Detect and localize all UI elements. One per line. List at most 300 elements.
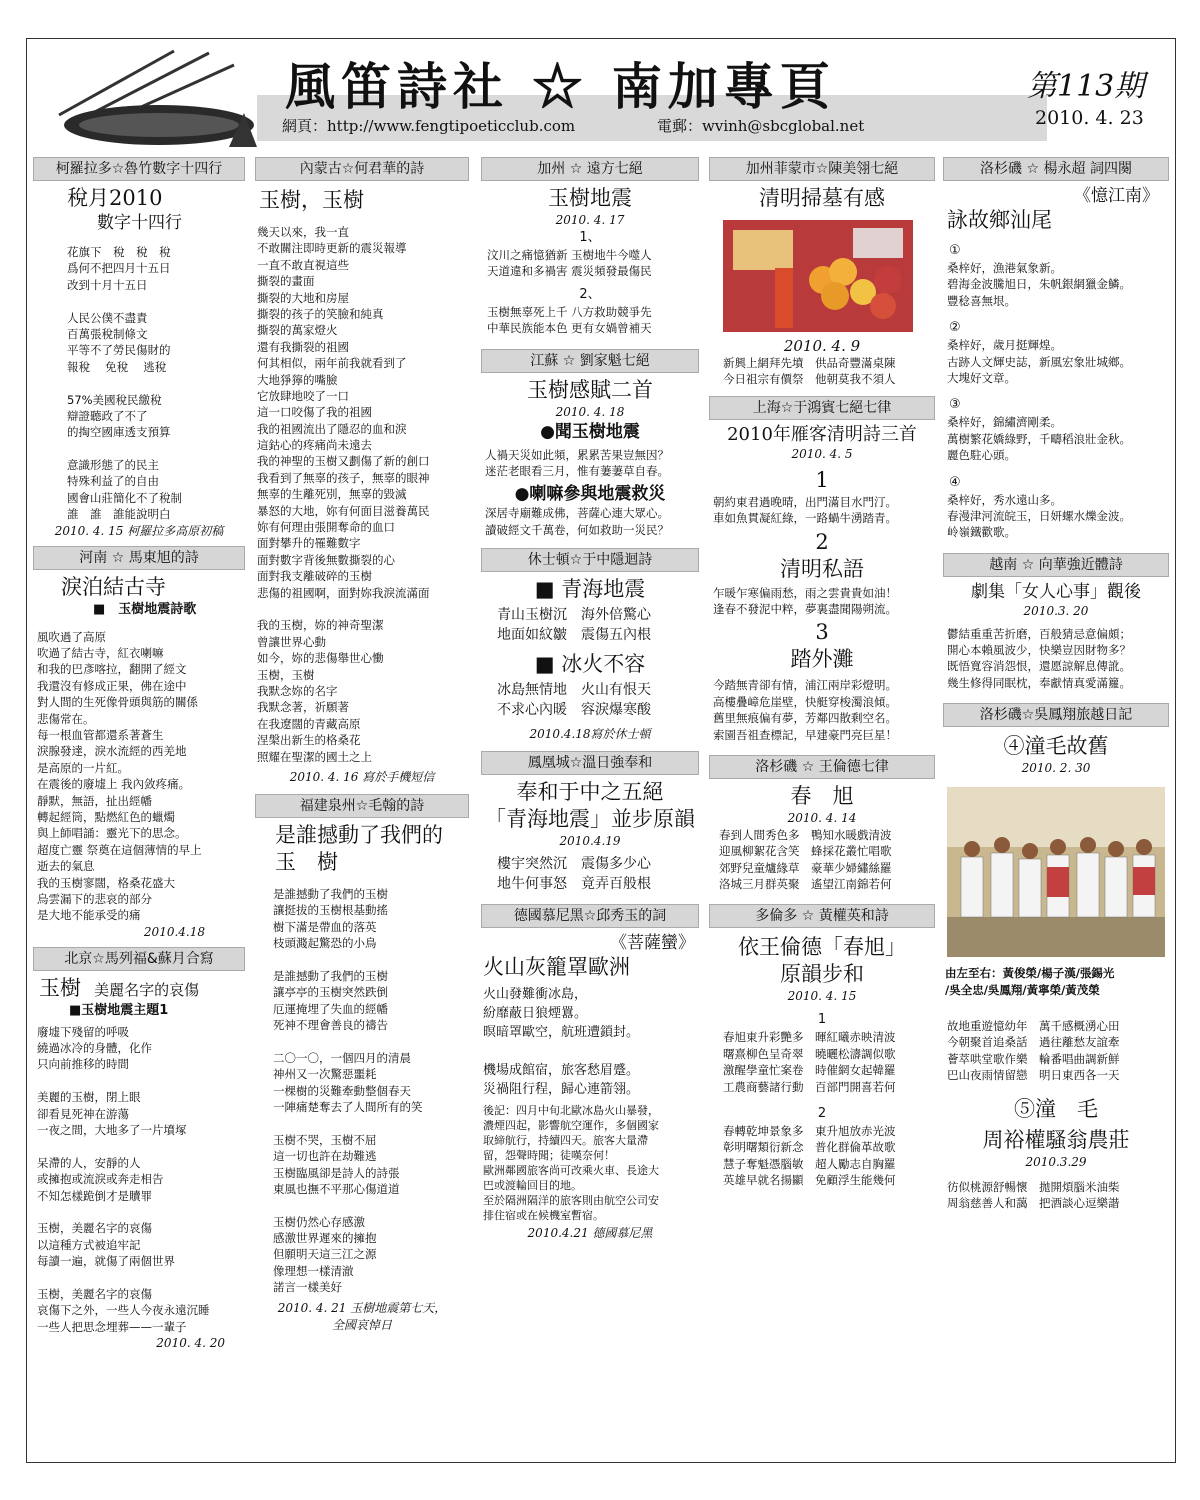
issue-date: 2010. 4. 23 [1035,107,1144,129]
text-line: 萬樹繁花嬌綠野，千疇稻浪壯金秋。 [947,431,1131,446]
text-line: 厄運掩埋了失血的經幡 [273,1001,388,1016]
column-4 [709,157,935,1189]
text-line: 巴或渡輪回目的地。 [483,1179,582,1193]
text-line [273,1115,469,1131]
poem-sign: 2010. 4. 21 玉樹地震第七天， [277,1300,447,1315]
text-line: 地牛何事怒 竟弄百般根 [497,876,651,893]
text-line: 這一切也許在劫難逃 [273,1149,377,1164]
poem-title: 玉樹地震 [548,186,632,210]
poem-heading: ■ 冰火不容 [534,652,646,677]
poem-heading: 踏外灘 [790,647,854,672]
text-line [37,1073,245,1089]
poem-body [481,605,699,645]
poem-tune: 《菩薩蠻》 [610,933,695,954]
text-line: 讓亭亭的玉樹突然跌倒 [273,985,388,1000]
text-line: 辯證聽政了不了 [67,408,148,423]
email-link[interactable]: 電郵：wvinh@sbcglobal.net [657,117,865,135]
section-bar: 上海☆于鴻賓七絕七律 [709,396,935,420]
poem-date: 2010. 4. 15 [787,989,857,1004]
text-line: 撕裂的畫面 [257,274,315,289]
poem-body [943,260,1169,309]
text-line: 車如魚貫凝紅綠，一路蝸牛湧踏青。 [713,511,897,526]
text-line: 無辜的生離死別，無辜的毀滅 [257,487,407,502]
poem-body [709,585,935,618]
text-line: 讓挺拔的玉樹根基動搖 [273,903,388,918]
text-line: 迷茫老眼看三月，惟有萋萋草自春。 [485,463,669,478]
poem-number: 3 [815,620,829,645]
poem-tune: 《憶江南》 [1074,186,1159,206]
section-bar: 多倫多 ☆ 黃權英和詩 [709,904,935,928]
text-line: 57%美國稅民繳稅 [67,392,162,407]
poem-date: 2010.4.19 [559,834,621,849]
text-line: 像理想一樣清澈 [273,1263,354,1278]
group-people-icon [947,787,1165,957]
text-line: 桑梓好，錦繡濟剛柔。 [947,415,1062,430]
poem-date: 2010. 4. 18 [555,404,625,419]
section-bar: 鳳凰城☆溫日強奉和 [481,751,699,775]
text-line: 百萬張稅制條文 [67,326,148,341]
poem-title: ⑤潼 毛 [1014,1096,1098,1121]
section-bar: 加州 ☆ 遠方七絕 [481,157,699,181]
text-line: 悲傷的祖國啊，面對妳我淚流滿面 [257,585,430,600]
section-bar: 河南 ☆ 馬東旭的詩 [33,546,245,570]
poem-body [481,247,699,280]
text-line: 青山玉樹沉 海外倍驚心 [497,607,651,624]
text-line: 不敢關注即時更新的震災報導 [257,241,407,256]
fruit-offerings-icon [723,220,913,332]
poem-body [943,492,1169,541]
text-line: 撕裂的萬家燈火 [257,323,338,338]
text-line: 大塊好文章。 [947,370,1016,385]
poem-body [33,629,245,924]
group-photo [947,787,1165,957]
text-line: 撕裂的孩子的笑臉和純真 [257,306,384,321]
text-line: 春轉乾坤景象多 東升旭放赤光波 [723,1124,896,1139]
text-line [273,1033,469,1049]
poem-heading: ■ 青海地震 [534,577,646,602]
poem-title-row [33,975,245,1002]
text-line: 春旭東升彩艷多 暉紅曦赤映清波 [723,1030,896,1045]
poem-sign: 2010. 4. 15 柯羅拉多高原初稿 [54,523,224,538]
text-line: 迎風柳絮花含笑 蜂採花叢忙唱歌 [719,844,892,859]
text-line: 紛靡蔽日狼煙囂。 [483,1006,588,1022]
text-line: 地面如紋皺 震傷五內根 [497,627,651,644]
text-line: 古跡人文輝史誌，新風宏象壯城鄉。 [947,354,1131,369]
column-3 [481,157,699,1242]
section-bar: 江蘇 ☆ 劉家魁七絕 [481,349,699,373]
poem-number: ③ [949,397,961,413]
poem-title: ④潼毛故舊 [1003,734,1109,759]
text-line: 玉樹，玉樹 [257,667,315,682]
text-line: 我默念妳的名字 [257,683,338,698]
text-line: 照耀在聖潔的國土之上 [257,749,372,764]
text-line: 乍暖乍寒偏雨愁，雨之雲貴貴如油！ [713,585,897,600]
poem-body [481,680,699,720]
text-line: 舊里無痕偏有夢，芳鄰四散剩空名。 [713,711,897,726]
poem-body [255,224,469,765]
text-line: 卻看見死神在游蕩 [37,1106,129,1121]
text-line: 玉樹臨風卻是詩人的詩張 [273,1165,400,1180]
poem-body [481,505,699,538]
text-line: 英雄早就名揚顯 免顧浮生能幾何 [723,1173,896,1188]
section-bar: 洛杉磯 ☆ 王倫德七律 [709,755,935,779]
poem-sign-2: 全國哀悼日 [331,1317,392,1332]
text-line: 我的玉樹，妳的神奇聖潔 [257,618,384,633]
poem-body [33,1024,245,1335]
poem-date: 2010.3.29 [1025,1154,1087,1169]
text-line: 我默念著，祈願著 [257,700,349,715]
poem-date: 2010. 2. 30 [1021,761,1091,776]
text-line: 神州又一次驚惡噩耗 [273,1067,377,1082]
text-line: 鬱結重重苦折磨，百般猜忌意偏頗； [947,626,1131,641]
text-line: 逝去的氣息 [37,859,95,874]
text-line: 人民公僕不盡責 [67,310,148,325]
poem-body [481,985,699,1099]
text-line: 深居寺廟難成佛，菩薩心連大眾心。 [485,506,669,521]
poem-body [709,355,935,388]
poem-subtitle: ■ 玉樹地震詩歌 [93,601,197,617]
website-link[interactable]: 網頁：http://www.fengtipoeticclub.com [282,117,576,135]
section-bar: 福建泉州☆毛翰的詩 [255,794,469,818]
text-line: 感激世界遲來的擁抱 [273,1231,377,1246]
text-line: 薈萃哄堂歌作樂 輪番唱曲調新鮮 [947,1051,1120,1066]
text-line: 冰島無情地 火山有恨天 [497,682,651,699]
text-line: 轉起經筒，點燃紅色的蠟燭 [37,809,175,824]
text-line: 洛城三月群英聚 遙望江南錦若何 [719,877,892,892]
text-line: 這一口咬傷了我的祖國 [257,405,372,420]
section-bar: 洛杉磯☆吳鳳翔旅越日記 [943,703,1169,727]
offerings-photo [723,220,913,332]
text-line: 既悟寬容消怨恨，還愿諒解息傳訛。 [947,659,1131,674]
masthead [27,39,1175,149]
text-line: 呆滯的人，安靜的人 [37,1155,141,1170]
text-line: 工農商藝諸行動 百部門開喜若何 [723,1079,896,1094]
poem-title: 奉和于中之五絕 [516,780,664,805]
masthead-title: 風笛詩社 ☆ 南加專頁 [285,57,836,116]
text-line: 每一根血管都還系著蒼生 [37,727,164,742]
text-line: 是大地不能承受的痛 [37,908,141,923]
text-line: 一夜之間，大地多了一片墳塚 [37,1123,187,1138]
text-line: 還有我撕裂的祖國 [257,339,349,354]
text-line: 暝暗罩歐空，航班遭鎖封。 [483,1025,640,1041]
poem-title-2: 周裕權騷翁農莊 [982,1127,1130,1152]
poem-sign: 2010. 4. 16 寫於手機短信 [289,769,435,784]
text-line: 讀破經文千萬卷，何如救助一災民？ [485,522,669,537]
text-line: 這鈷心的疼痛尚未遠去 [257,438,372,453]
poem-body [943,1018,1169,1084]
poem-body [943,414,1169,463]
text-line [273,1197,469,1213]
text-line: 一陣痛楚奪去了人間所有的笑 [273,1099,423,1114]
text-line: 樹下滿是帶血的落英 [273,919,377,934]
text-line: 的掏空國庫透支預算 [67,425,171,440]
text-line: 風吹過了高原 [37,629,106,644]
text-line: 一些人把思念埋葬——一輩子 [37,1319,187,1334]
poem-heading: ●喇嘛參與地震救災 [514,484,666,505]
text-line: 撕裂的大地和房屋 [257,290,349,305]
poem-number: 1、 [579,230,601,245]
text-line: 歐洲鄰國旅客尚可改乘火車、長途大 [483,1164,659,1178]
text-line: 一棵樹的災難牽動整個春天 [273,1083,411,1098]
text-line [67,293,245,309]
text-line: 由左至右：黃俊榮/楊子漢/張錫光 [945,966,1115,981]
text-line: 曾讓世界心動 [257,634,326,649]
poem-body [481,304,699,337]
text-line: 改到十月十五日 [67,277,148,292]
text-line: 花旗下 稅 稅 稅 [67,245,171,259]
text-line: 新興上網拜先墳 供品奇豐滿桌陳 [723,356,896,370]
poem-body [709,827,935,893]
poem-body [33,244,245,523]
text-line: 烏雲漏下的悲哀的部分 [37,891,152,906]
issue-number: 第113期 [1027,69,1145,104]
poem-body [709,1123,935,1189]
text-line: 我的玉樹寥闊，格桑花盛大 [37,875,175,890]
text-line: 國會山莊簡化不了稅制 [67,490,182,505]
text-line: 取締航行，持續四天。旅客大量滯 [483,1134,648,1148]
poem-date: 2010. 4. 14 [787,810,857,825]
text-line: 春到人間秀色多 鴨知水暖戲清波 [719,827,892,842]
text-line: 彷似桃源舒暢懷 拋開煩腦米油柴 [947,1179,1120,1194]
poem-title-rest: 美麗名字的哀傷 [94,980,200,999]
text-line: 報稅 免稅 逃稅 [67,359,167,374]
text-line: 留，怨聲時聞；徒嘆奈何！ [483,1149,615,1163]
poem-title: 春 旭 [790,783,854,808]
section-bar: 德國慕尼黑☆邱秀玉的詞 [481,904,699,928]
text-line: 是誰撼動了我們的玉樹 [273,886,388,901]
text-line: 開心本賴風波少，快樂豈因財物多？ [947,643,1131,658]
text-line: 至於隔洲隔洋的旅客則由航空公司安 [483,1194,659,1208]
text-line: 天道違和多禍害 震災頻發最傷民 [487,264,652,279]
text-line [37,1138,245,1154]
poem-date: 2010. 4. 9 [783,337,861,355]
text-line: 枝頭濺起驚恐的小鳥 [273,936,377,951]
poem-note [481,1103,699,1223]
column-2 [255,157,469,1334]
poem-date: 2010.3. 20 [1023,603,1089,618]
text-line: 玉樹無辜死上千 八方救助競爭先 [487,304,652,319]
text-line: 不知怎樣跪倒才是贖罪 [37,1188,152,1203]
text-line: 我的祖國流出了隱忍的血和淚 [257,421,407,436]
text-line: 吹過了結古寺，紅衣喇嘛 [37,646,164,661]
text-line: 在我遼闊的青藏高原 [257,716,361,731]
poem-title: 玉樹，玉樹 [259,188,364,212]
poem-title: 是誰撼動了我們的 [275,822,443,847]
poem-title-2: 「青海地震」並步原韻 [485,807,695,832]
poem-body [481,447,699,480]
poem-sign: 2010. 4. 20 [156,1336,225,1351]
text-line: 面對我支離破碎的玉樹 [257,569,372,584]
text-line: 東風也撫不平那心傷道道 [273,1181,400,1196]
section-bar: 北京☆馬列福&蘇月合寫 [33,947,245,971]
text-line: 面對攀升的罹難數字 [257,536,361,551]
section-bar: 內蒙古☆何君華的詩 [255,157,469,181]
section-bar: 柯羅拉多☆魯竹數字十四行 [33,157,245,181]
text-line: 索園吾祖查標記，早建豪門亮巨星！ [713,727,897,742]
text-line: 汶川之痛憶猶新 玉樹地牛今噬人 [487,248,652,262]
text-line: 是誰撼動了我們的玉樹 [273,968,388,983]
text-line: 美麗的玉樹，閉上眼 [37,1090,141,1105]
poem-subtitle: ■玉樹地震主題1 [69,1002,169,1018]
poem-body [481,854,699,894]
poem-number: 2、 [579,286,601,302]
page-frame [26,38,1176,1463]
text-line: 後記：四月中旬北歐冰島火山暴發， [483,1104,659,1118]
text-line: 激醒學童忙案卷 時催網女起韓羅 [723,1063,896,1078]
text-line: 朝約東君過晚晴，出門滿目水門汀。 [713,494,897,509]
poem-title: 玉樹感賦二首 [527,377,653,402]
text-line: 岭嶺鐵歡歌。 [947,525,1016,540]
poem-title-2: 玉 樹 [275,849,338,874]
text-line: 爲何不把四月十五日 [67,261,171,276]
text-line: 和我的巴彥喀拉，翻開了經文 [37,662,187,677]
text-line: 豐稔喜無垠。 [947,293,1016,308]
text-line: 是高原的一片紅。 [37,760,129,775]
text-line: 桑梓好，漁港氣象新。 [947,261,1062,275]
text-line: 排住宿或在候機室暫宿。 [483,1209,604,1223]
text-line: 幾生修得同眠枕，奉獻情真愛滿籮。 [947,675,1131,690]
section-bar: 加州菲蒙市☆陳美翎七絕 [709,157,935,181]
poem-number: 1 [815,467,829,492]
poem-title: 火山灰籠罩歐洲 [483,955,630,980]
poem-body [255,886,469,1296]
poem-date: 2010. 4. 17 [555,213,625,227]
text-line: 誰 誰 誰能說明白 [67,507,171,522]
text-line: 高樓疊嶂危崖壁，快艇穿梭濁浪傾。 [713,694,897,709]
poem-title: 玉樹 [39,975,81,1000]
poem-number: ② [949,320,961,336]
text-line: 中華民族能本色 更有女媧曾補天 [487,321,652,336]
column-5 [943,157,1169,1211]
text-line: 機場成館宿，旅客愁眉蹙。 [483,1063,640,1079]
poem-number: 2 [817,1106,827,1122]
text-line: 一直不敢直視這些 [257,257,349,272]
poem-title-2: 原韻步和 [780,962,864,987]
text-line [67,375,245,391]
poem-body [943,1179,1169,1212]
poem-number: 2 [815,529,829,554]
text-line: 人禍天災如此頻，累累苦果豈無因？ [485,447,669,462]
text-line [273,951,469,967]
text-line: 春漫津河流皖玉，日妍螺水爍金波。 [947,508,1131,523]
text-line: 我看到了無辜的孩子，無辜的眼神 [257,470,430,485]
text-line: 郊野兒童爐緣草 豪華少婦繡絲羅 [719,860,892,875]
text-line: 彰明曙類衍新念 普化群倫革故歌 [723,1140,896,1155]
poem-heading: 清明私語 [780,556,864,581]
text-line: 不求心內暖 容淚爆寒酸 [497,702,651,719]
text-line: 玉樹仍然心存感激 [273,1214,365,1229]
text-line: 樓宇突然沉 震傷多少心 [497,856,651,873]
text-line: 曙熹柳色呈奇翠 曉曬松濤調似歌 [723,1046,896,1061]
text-line: 桑梓好，歲月挺輝煌。 [947,338,1062,353]
poem-body [709,677,935,743]
text-line [37,1204,245,1220]
poem-title: 劇集「女人心事」觀後 [971,581,1141,602]
text-line: 只向前推移的時間 [37,1057,129,1072]
text-line: 靜默，無語，扯出經幡 [37,793,152,808]
text-line [483,1042,699,1061]
poem-title: 清明掃墓有感 [759,186,885,210]
text-line: 二〇一〇，一個四月的清晨 [273,1050,411,1065]
text-line: 周翁慈善人和藹 把酒談心逗樂諧 [947,1195,1120,1210]
poem-title: 2010年雁客清明詩三首 [727,423,917,445]
text-line: /吳全忠/吳鳳翔/黃寧榮/黃茂榮 [945,982,1100,997]
poem-number: ④ [949,474,961,490]
poem-number: ① [949,243,961,258]
poem-title: 淚泊結古寺 [61,574,166,599]
text-line: 逢春不發泥中粹，夢裏盡聞陽朔流。 [713,601,897,616]
text-line: 但願明天這三江之源 [273,1247,377,1262]
bagpipe-logo-icon [29,43,259,149]
poem-date: 2010. 4. 5 [791,446,853,461]
text-line: 繞過冰冷的身體，化作 [37,1041,152,1056]
text-line: 慧子奪魁憑腦敏 超人勵志自胸羅 [723,1156,896,1171]
poem-heading: ●聞玉樹地震 [540,421,640,442]
text-line: 哀傷下之外，一些人今夜永遠沉睡 [37,1303,210,1318]
text-line: 麗色駐心頭。 [947,448,1016,463]
poem-sign: 2010.4.21 德國慕尼黑 [527,1226,653,1241]
text-line [37,1270,245,1286]
text-line: 我的神聖的玉樹又劃傷了新的創口 [257,454,430,469]
text-line: 大地猙獰的嘴臉 [257,372,338,387]
text-line: 今朝聚首追桑話 過往離愁友誼牽 [947,1035,1120,1050]
poem-sign: 2010.4.18寫於休士頓 [529,727,651,742]
text-line: 淚腺發達，淚水流經的西羌地 [37,744,187,759]
text-line: 妳有何理由張開奪命的血口 [257,520,395,535]
poem-title: 依王倫德「春旭」 [738,935,906,960]
text-line: 與上師唱誦：靈光下的思念。 [37,826,187,841]
text-line [67,441,245,457]
text-line: 超度亡靈 祭奠在這個薄情的早上 [37,842,202,857]
poem-number: 1 [817,1012,827,1028]
text-line: 意識形態了的民主 [67,458,159,473]
text-line: 諾言一樣美好 [273,1280,342,1295]
poem-title: 稅月2010 [67,186,163,210]
poem-body [943,626,1169,692]
text-line: 涅槃出新生的格桑花 [257,733,361,748]
text-line: 火山發難衝冰島， [483,987,588,1003]
text-line: 今日祖宗有價祭 他朝莫我不須人 [723,372,896,387]
text-line: 桑梓好，秀水遠山多。 [947,492,1062,507]
poem-title: 詠故鄉汕尾 [947,208,1052,232]
text-line: 死神不理會善良的禱告 [273,1018,388,1033]
text-line [257,601,469,617]
poem-body [709,1029,935,1095]
text-line: 它放肆地咬了一口 [257,388,349,403]
section-bar: 休士頓☆于中隱迴詩 [481,548,699,572]
text-line: 面對數字背後無數撕裂的心 [257,552,395,567]
text-line: 以這種方式被追牢記 [37,1237,141,1252]
poem-body [709,494,935,527]
text-line: 或擁抱或流淚或奔走相告 [37,1172,164,1187]
column-1 [33,157,245,1352]
poem-subtitle: 數字十四行 [97,213,182,233]
text-line: 如今，妳的悲傷舉世心慟 [257,651,384,666]
text-line: 碧海金波騰旭日，朱帆銀網獵金鱗。 [947,277,1131,292]
text-line: 特殊利益了的自由 [67,474,159,489]
poem-body [943,337,1169,386]
photo-caption [943,965,1169,998]
text-line: 在震後的廢墟上 我內敛疼痛。 [37,777,191,792]
text-line: 幾天以來，我一直 [257,225,349,239]
text-line: 悲傷常在。 [37,711,95,726]
text-line: 玉樹，美麗名字的哀傷 [37,1221,152,1236]
text-line: 我還沒有修成正果，佛在途中 [37,678,187,693]
text-line: 每讀一遍，就傷了兩個世界 [37,1254,175,1269]
section-bar: 洛杉磯 ☆ 楊永超 詞四闋 [943,157,1169,181]
poem-sign: 2010.4.18 [143,924,205,939]
text-line: 玉樹，美麗名字的哀傷 [37,1286,152,1301]
